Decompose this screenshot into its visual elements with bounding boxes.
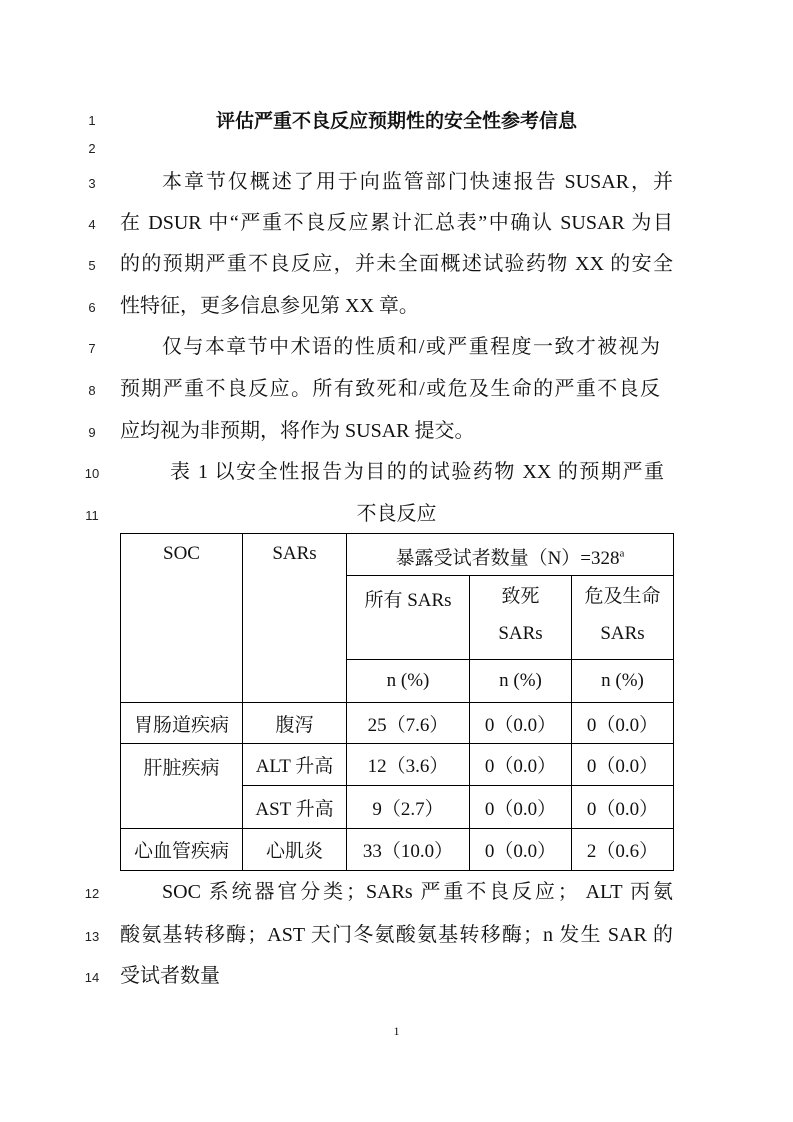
table-row xyxy=(121,744,674,786)
line-number: 4 xyxy=(88,217,96,232)
cell-fatal: 0（0.0） xyxy=(470,744,572,786)
line-number: 12 xyxy=(84,886,100,901)
table-caption: 不良反应 xyxy=(356,503,437,525)
header-fatal-sars: 致死 SARs xyxy=(470,576,572,660)
header-all-sars: 所有 SARs xyxy=(347,576,470,660)
paragraph-line: 本章节仅概述了用于向监管部门快速报告 SUSAR，并 xyxy=(162,171,673,193)
footnote-line: 酸氨基转移酶；AST 天门冬氨酸氨基转移酶；n 发生 SAR 的 xyxy=(120,924,673,946)
cell-life: 0（0.0） xyxy=(572,744,674,786)
header-soc: SOC xyxy=(121,534,243,703)
cell-fatal: 0（0.0） xyxy=(470,829,572,871)
cell-soc: 肝脏疾病 xyxy=(121,744,243,829)
cell-sar: 心肌炎 xyxy=(243,829,347,871)
line-number: 5 xyxy=(88,258,96,273)
paragraph-line: 性特征，更多信息参见第 XX 章。 xyxy=(120,295,419,317)
header-sars: SARs xyxy=(243,534,347,703)
line-number: 8 xyxy=(88,383,96,398)
line-number: 1 xyxy=(88,113,96,128)
cell-fatal: 0（0.0） xyxy=(470,786,572,829)
line-number: 2 xyxy=(88,141,96,156)
footnote-line: 受试者数量 xyxy=(120,965,220,987)
cell-life: 0（0.0） xyxy=(572,786,674,829)
table-caption: 表 1 以安全性报告为目的的试验药物 XX 的预期严重 xyxy=(170,461,664,483)
header-life-threatening-sars: 危及生命 SARs xyxy=(572,576,674,660)
cell-soc: 心血管疾病 xyxy=(121,829,243,871)
cell-sar: AST 升高 xyxy=(243,786,347,829)
cell-all: 33（10.0） xyxy=(347,829,470,871)
cell-all: 12（3.6） xyxy=(347,744,470,786)
cell-life: 2（0.6） xyxy=(572,829,674,871)
cell-sar: ALT 升高 xyxy=(243,744,347,786)
line-number: 3 xyxy=(88,176,96,191)
unit-label: n (%) xyxy=(572,660,674,703)
cell-all: 9（2.7） xyxy=(347,786,470,829)
sar-table xyxy=(120,533,674,871)
line-number: 10 xyxy=(84,466,100,481)
line-number: 13 xyxy=(84,929,100,944)
header-exposed: 暴露受试者数量$(N)=328^a$ xyxy=(347,534,674,576)
footnote-line: SOC 系统器官分类；SARs 严重不良反应； ALT 丙氨 xyxy=(162,881,673,903)
line-number: 6 xyxy=(88,300,96,315)
cell-life: 0（0.0） xyxy=(572,703,674,744)
paragraph-line: 预期严重不良反应。所有致死和/或危及生命的严重不良反 xyxy=(120,378,660,400)
document-title: 评估严重不良反应预期性的安全性参考信息 xyxy=(215,111,577,132)
unit-label: n (%) xyxy=(347,660,470,703)
line-number: 9 xyxy=(88,425,96,440)
line-number: 14 xyxy=(84,970,100,985)
cell-fatal: 0（0.0） xyxy=(470,703,572,744)
cell-all: 25（7.6） xyxy=(347,703,470,744)
line-number: 7 xyxy=(88,341,96,356)
paragraph-line: 在 DSUR 中“严重不良反应累计汇总表”中确认 SUSAR 为目 xyxy=(120,212,673,234)
paragraph-line: 仅与本章节中术语的性质和/或严重程度一致才被视为 xyxy=(162,336,660,358)
paragraph-line: 应均视为非预期，将作为 SUSAR 提交。 xyxy=(120,420,475,442)
page-number: 1 xyxy=(393,1024,400,1038)
cell-sar: 腹泻 xyxy=(243,703,347,744)
paragraph-line: 的的预期严重不良反应，并未全面概述试验药物 XX 的安全 xyxy=(120,253,673,275)
line-number: 11 xyxy=(85,508,99,523)
table-row xyxy=(121,703,674,744)
table-row xyxy=(121,829,674,871)
cell-soc: 胃肠道疾病 xyxy=(121,703,243,744)
unit-label: n (%) xyxy=(470,660,572,703)
